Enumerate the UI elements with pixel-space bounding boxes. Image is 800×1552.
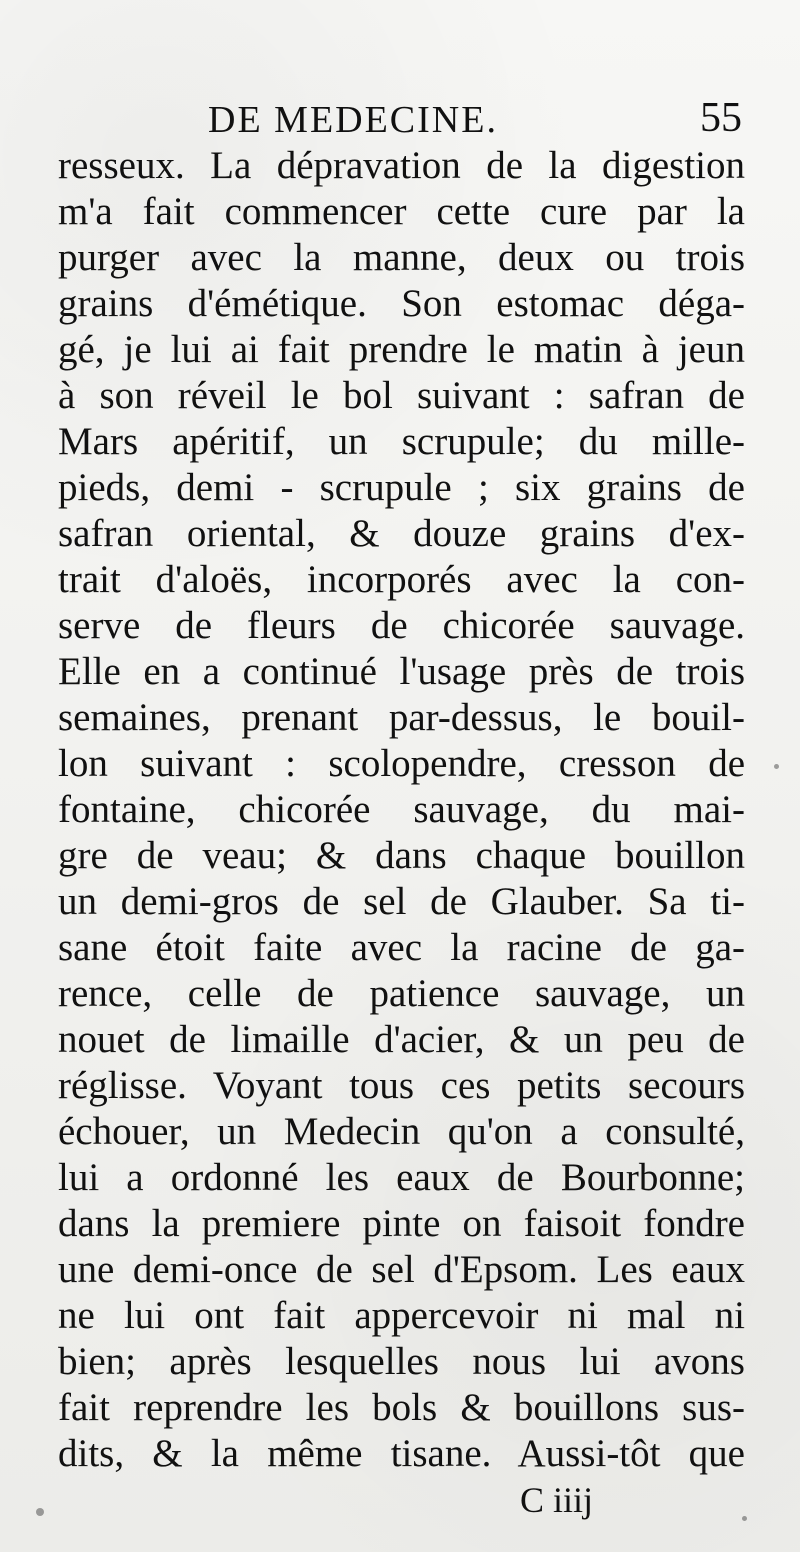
text-line: pieds, demi - scrupule ; six grains de: [58, 466, 745, 509]
text-line: fait reprendre les bols & bouillons sus-: [58, 1386, 745, 1429]
text-line: lui a ordonné les eaux de Bourbonne;: [58, 1156, 745, 1199]
running-head: DE MEDECINE.: [208, 99, 498, 141]
text-line: fontaine, chicorée sauvage, du mai-: [58, 788, 745, 831]
text-line: ne lui ont fait appercevoir ni mal ni: [58, 1294, 745, 1337]
signature-mark: C iiij: [520, 1480, 594, 1520]
text-line: purger avec la manne, deux ou trois: [58, 236, 745, 279]
text-line: grains d'émétique. Son estomac déga-: [58, 282, 745, 325]
ink-speck: [36, 1508, 44, 1516]
page-number: 55: [700, 95, 742, 141]
text-line: m'a fait commencer cette cure par la: [58, 190, 745, 233]
text-line: semaines, prenant par-dessus, le bouil-: [58, 696, 745, 739]
text-line: dits, & la même tisane. Aussi-tôt que: [58, 1432, 745, 1475]
text-line: nouet de limaille d'acier, & un peu de: [58, 1018, 745, 1061]
text-line: safran oriental, & douze grains d'ex-: [58, 512, 745, 555]
text-line: Elle en a continué l'usage près de trois: [58, 650, 745, 693]
text-line: serve de fleurs de chicorée sauvage.: [58, 604, 745, 647]
text-line: un demi-gros de sel de Glauber. Sa ti-: [58, 880, 745, 923]
text-line: gre de veau; & dans chaque bouillon: [58, 834, 745, 877]
text-line: resseux. La dépravation de la digestion: [58, 144, 745, 187]
body-text: [58, 143, 745, 1477]
text-line: dans la premiere pinte on faisoit fondre: [58, 1202, 745, 1245]
ink-speck: [742, 1516, 747, 1521]
text-line: réglisse. Voyant tous ces petits secours: [58, 1064, 745, 1107]
text-line: Mars apéritif, un scrupule; du mille-: [58, 420, 745, 463]
text-line: gé, je lui ai fait prendre le matin à jeun: [58, 328, 745, 371]
text-line: rence, celle de patience sauvage, un: [58, 972, 745, 1015]
text-line: lon suivant : scolopendre, cresson de: [58, 742, 745, 785]
text-line: trait d'aloës, incorporés avec la con-: [58, 558, 745, 601]
text-line: sane étoit faite avec la racine de ga-: [58, 926, 745, 969]
text-line: bien; après lesquelles nous lui avons: [58, 1340, 745, 1383]
text-line: échouer, un Medecin qu'on a consulté,: [58, 1110, 745, 1153]
text-line: une demi-once de sel d'Epsom. Les eaux: [58, 1248, 745, 1291]
text-line: à son réveil le bol suivant : safran de: [58, 374, 745, 417]
ink-speck: [774, 764, 779, 769]
